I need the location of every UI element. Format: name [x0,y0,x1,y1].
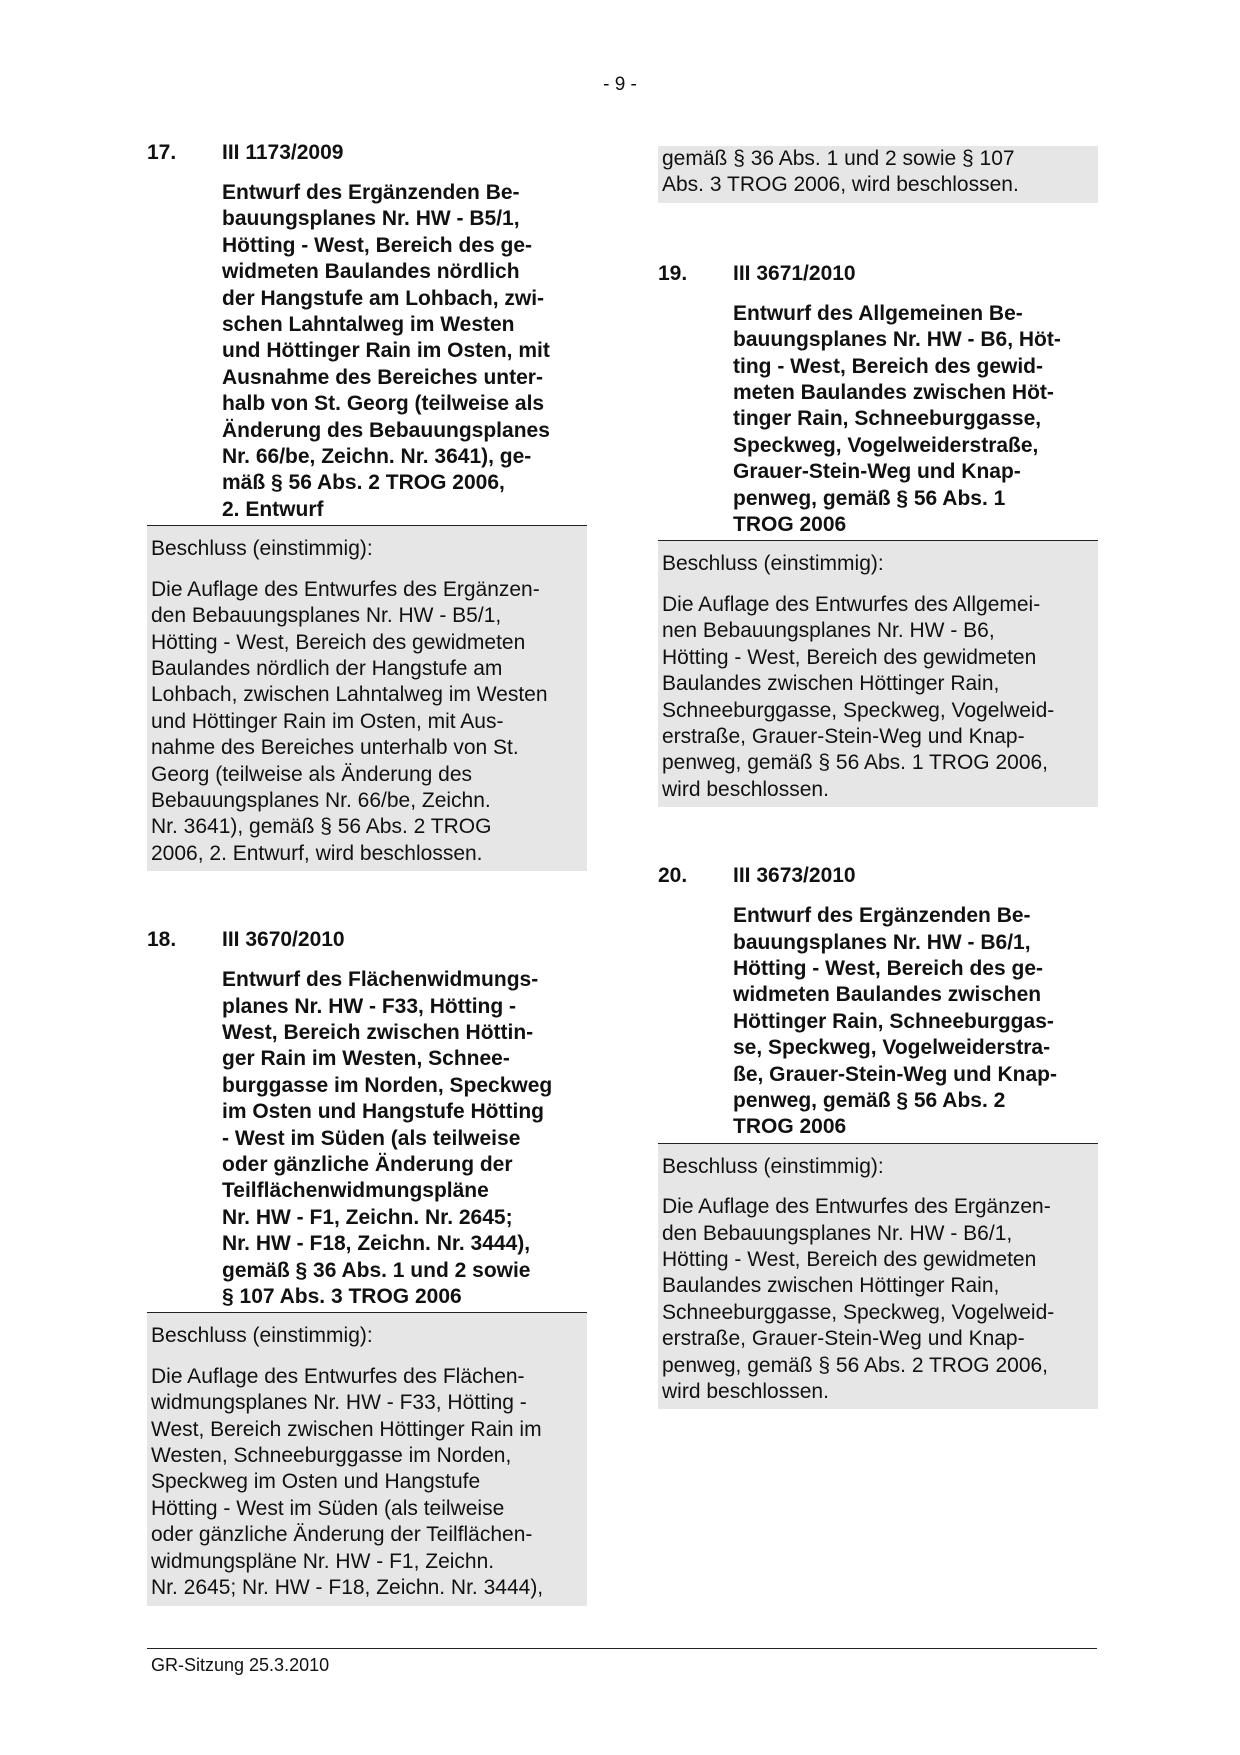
item-header [658,863,1098,889]
right-column [658,146,1098,1465]
agenda-item-17 [147,140,587,871]
item-header [147,927,587,953]
item-header [147,140,587,166]
footer-divider [147,1648,1097,1649]
item-reference: III 1173/2009 [222,141,344,164]
item-title: Entwurf des Ergänzenden Be- bauungsplanes Nr. HW - B6/1, Hötting - West, Bereich des ge- widmeten Baulandes zwischen Höttinger Rain, Schneeburggas- se, Speckweg, Vogelweiderstra- ße, Grauer-Stein-Weg und Knap- penweg, gemäß § 56 Abs. 2 TROG 2006 [733,904,1057,1139]
item-number: 20. [658,864,688,888]
item-number: 17. [147,141,177,164]
item-title: Entwurf des Flächenwidmungs- planes Nr. HW - F33, Hötting - West, Bereich zwischen Höttin- ger Rain im Westen, Schnee- burggasse im Norden, Speckweg im Osten und Hangstufe Hötting - West im Süden (als teilweise oder gänzliche Änderung der Teilflächenwidmungspläne Nr. HW - F1, Zeichn. Nr. 2645; Nr. HW - F18, Zeichn. Nr. 3444), gemäß § 36 Abs. 1 und 2 sowie § 107 Abs. 3 TROG 2006 [222,968,553,1309]
agenda-item-19 [658,261,1098,807]
resolution-label: Beschluss (einstimmig): [147,526,587,572]
item-header [658,261,1098,287]
footer-text: GR-Sitzung 25.3.2010 [151,1655,330,1675]
agenda-item-20 [658,863,1098,1409]
resolution-text: Die Auflage des Entwurfes des Flächen- widmungsplanes Nr. HW - F33, Hötting - West, Bereich zwischen Höttinger Rain im Westen, Schneeburggasse im Norden, Speckweg im Osten und Hangstufe Hötting - West im Süden (als teilweise oder gänzliche Änderung der Teilflächen- widmungspläne Nr. HW - F1, Zeichn. Nr. 2645; Nr. HW - F18, Zeichn. Nr. 3444), [147,1360,587,1606]
item-reference: III 3671/2010 [733,261,856,285]
item-reference: III 3673/2010 [733,864,856,888]
resolution-label: Beschluss (einstimmig): [658,541,1098,587]
agenda-item-18 [147,927,587,1605]
resolution-text: Die Auflage des Entwurfes des Allgemei- nen Bebauungsplanes Nr. HW - B6, Hötting - West, Bereich des gewidmeten Baulandes zwischen Höttinger Rain, Schneeburggasse, Speckweg, Vogelweid- erstraße, Grauer-Stein-Weg und Knap- penweg, gemäß § 56 Abs. 1 TROG 2006, wird beschlossen. [658,588,1098,807]
resolution-text: Die Auflage des Entwurfes des Ergänzen- den Bebauungsplanes Nr. HW - B6/1, Hötting - West, Bereich des gewidmeten Baulandes zwischen Höttinger Rain, Schneeburggasse, Speckweg, Vogelweid- erstraße, Grauer-Stein-Weg und Knap- penweg, gemäß § 56 Abs. 2 TROG 2006, wird beschlossen. [658,1190,1098,1409]
resolution-label: Beschluss (einstimmig): [147,1313,587,1359]
item-number: 19. [658,261,688,285]
item-reference: III 3670/2010 [222,928,345,952]
page-number: - 9 - [603,74,637,95]
continued-resolution-text: gemäß § 36 Abs. 1 und 2 sowie § 107 Abs. 3 TROG 2006, wird beschlossen. [658,146,1098,203]
item-title: Entwurf des Ergänzenden Be- bauungsplanes Nr. HW - B5/1, Hötting - West, Bereich des ge- widmeten Baulandes nördlich der Hangstufe am Lohbach, zwi- schen Lahntalweg im Westen und Höttinger Rain im Osten, mit Ausnahme des Bereiches unter- halb von St. Georg (teilweise als Änderung des Bebauungsplanes Nr. 66/be, Zeichn. Nr. 3641), ge- mäß § 56 Abs. 2 TROG 2006, 2. Entwurf [222,181,550,521]
item-number: 18. [147,928,177,952]
resolution-label: Beschluss (einstimmig): [658,1144,1098,1190]
left-column [147,140,587,1662]
item-title: Entwurf des Allgemeinen Be- bauungsplanes Nr. HW - B6, Höt- ting - West, Bereich des gewid- meten Baulandes zwischen Höt- tinger Rain, Schneeburggasse, Speckweg, Vogelweiderstraße, Grauer-Stein-Weg und Knap- penweg, gemäß § 56 Abs. 1 TROG 2006 [733,301,1061,537]
resolution-text: Die Auflage des Entwurfes des Ergänzen- den Bebauungsplanes Nr. HW - B5/1, Hötting - West, Bereich des gewidmeten Baulandes nördlich der Hangstufe am Lohbach, zwischen Lahntalweg im Westen und Höttinger Rain im Osten, mit Aus- nahme des Bereiches unterhalb von St. Georg (teilweise als Änderung des Bebauungsplanes Nr. 66/be, Zeichn. Nr. 3641), gemäß § 56 Abs. 2 TROG 2006, 2. Entwurf, wird beschlossen. [147,573,587,871]
